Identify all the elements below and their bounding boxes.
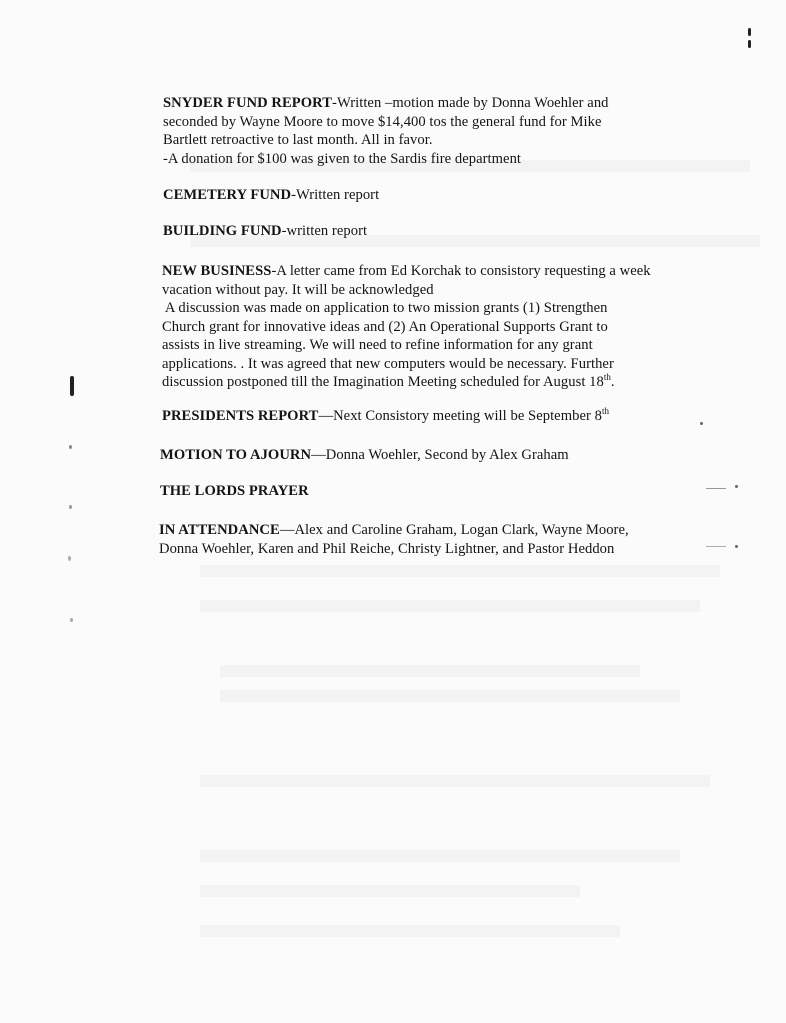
lords-prayer-section	[160, 482, 309, 501]
scan-speck	[700, 422, 703, 425]
ordinal-suffix: th	[603, 372, 611, 383]
adjourn-text: —Donna Woehler, Second by Alex Graham	[311, 447, 569, 463]
new-business-text: Church grant for innovative ideas and (2) An Operational Supports Grant to	[162, 318, 608, 335]
scan-mark	[748, 28, 751, 36]
new-business-text: discussion postponed till the Imagination Meeting scheduled for August 18	[162, 374, 604, 390]
scan-speck	[735, 485, 738, 488]
scan-mark	[748, 40, 751, 48]
new-business-heading: NEW BUSINESS	[162, 263, 272, 279]
new-business-section	[162, 262, 651, 392]
scan-mark	[70, 376, 74, 396]
new-business-text: -A letter came from Ed Korchak to consistory requesting a week	[271, 263, 651, 279]
building-fund-text: -written report	[281, 223, 368, 239]
snyder-fund-donation: -A donation for $100 was given to the Sardis fire department	[163, 150, 522, 167]
ordinal-suffix: th	[601, 406, 610, 417]
attendance-text: —Alex and Caroline Graham, Logan Clark, Wayne Moore,	[279, 522, 629, 538]
scan-speck	[69, 505, 72, 509]
snyder-fund-section	[163, 94, 609, 168]
cemetery-fund-text: -Written report	[291, 187, 380, 203]
attendance-heading: IN ATTENDANCE	[159, 522, 280, 538]
snyder-fund-heading: SNYDER FUND REPORT	[163, 95, 333, 111]
cemetery-fund-section	[163, 186, 379, 205]
scan-speck	[70, 618, 73, 622]
building-fund-section	[163, 222, 367, 241]
snyder-fund-text: -Written –motion made by Donna Woehler and	[332, 95, 609, 111]
snyder-fund-text: seconded by Wayne Moore to move $14,400 tos the general fund for Mike	[163, 113, 602, 130]
new-business-text: applications. . It was agreed that new computers would be necessary. Further	[162, 355, 614, 372]
scan-speck	[706, 546, 726, 547]
presidents-report-heading: PRESIDENTS REPORT	[162, 408, 319, 424]
adjourn-section	[160, 446, 569, 465]
period: .	[610, 374, 615, 390]
new-business-text: assists in live streaming. We will need to refine information for any grant	[162, 337, 593, 353]
scan-speck	[735, 545, 738, 548]
snyder-fund-text: Bartlett retroactive to last month. All in favor.	[163, 132, 433, 148]
scan-speck	[69, 445, 72, 449]
building-fund-heading: BUILDING FUND	[163, 223, 282, 239]
scan-speck	[68, 556, 71, 561]
presidents-report-text: —Next Consistory meeting will be September 8	[318, 408, 602, 424]
adjourn-heading: MOTION TO AJOURN	[160, 447, 312, 463]
new-business-text: A discussion was made on application to two mission grants (1) Strengthen	[162, 300, 608, 316]
attendance-section	[159, 521, 629, 558]
new-business-text: vacation without pay. It will be acknowledged	[162, 281, 434, 298]
cemetery-fund-heading: CEMETERY FUND	[163, 187, 292, 203]
attendance-text: Donna Woehler, Karen and Phil Reiche, Christy Lightner, and Pastor Heddon	[159, 540, 615, 557]
lords-prayer-heading: THE LORDS PRAYER	[160, 483, 309, 499]
presidents-report-section	[162, 407, 609, 426]
scan-speck	[706, 488, 726, 489]
